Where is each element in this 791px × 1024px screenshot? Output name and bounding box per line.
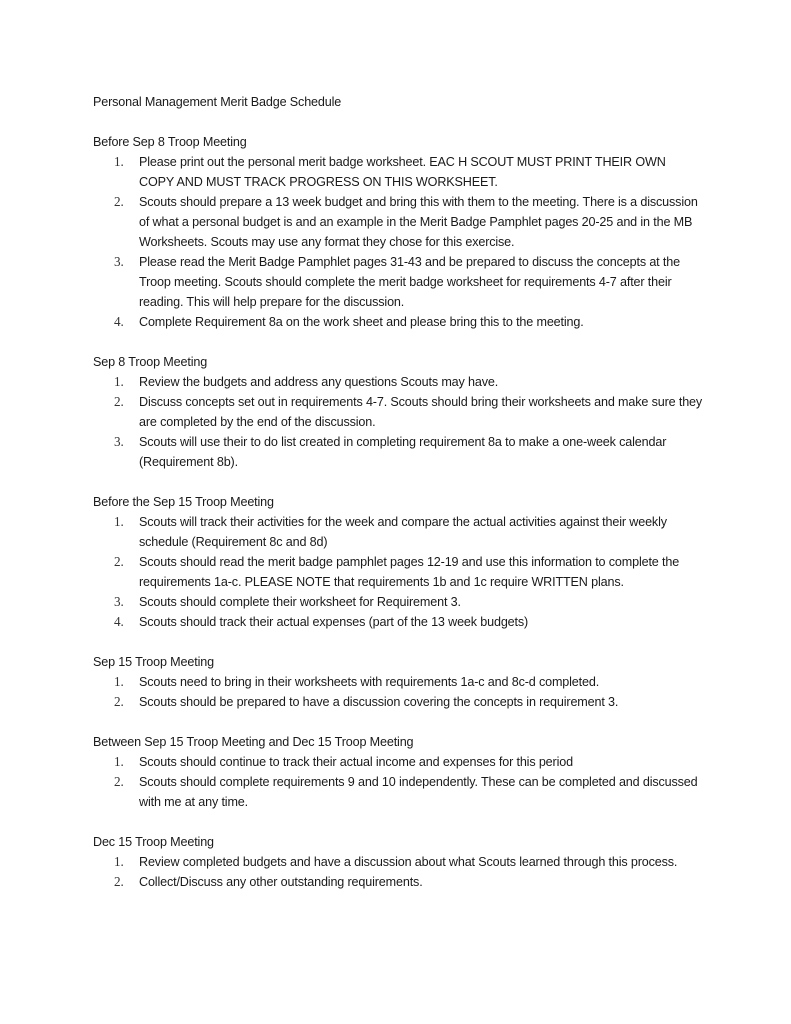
list-item-text: Scouts should read the merit badge pamphlet pages 12-19 and use this information to complete the requirements 1a-c. PLEASE NOTE that requirements 1b and 1c require WRITTEN plans. — [139, 555, 680, 589]
list-number: 1. — [114, 854, 124, 869]
list-item-text: Scouts will use their to do list created in completing requirement 8a to make a one-week calendar (Requirement 8b). — [139, 435, 667, 469]
list-item-text: Scouts need to bring in their worksheets with requirements 1a-c and 8c-d completed. — [139, 675, 600, 689]
list-number: 1. — [114, 154, 124, 169]
document-page — [93, 92, 703, 912]
list-number: 3. — [114, 594, 124, 609]
section-before-sep-8 — [93, 132, 703, 332]
list-number: 2. — [114, 774, 124, 789]
list-item-text: Scouts should complete requirements 9 and 10 independently. These can be completed and discussed with me at any time. — [139, 775, 698, 809]
list-number: 1. — [114, 514, 124, 529]
list-item-text: Scouts should continue to track their actual income and expenses for this period — [139, 755, 573, 769]
list-item — [93, 312, 703, 332]
list-number: 4. — [114, 614, 124, 629]
list-number: 1. — [114, 674, 124, 689]
numbered-list — [93, 372, 703, 472]
list-item — [93, 392, 703, 432]
list-item — [93, 772, 703, 812]
list-item — [93, 752, 703, 772]
section-sep-8 — [93, 352, 703, 472]
section-heading: Between Sep 15 Troop Meeting and Dec 15 Troop Meeting — [93, 735, 414, 749]
list-number: 1. — [114, 374, 124, 389]
list-item — [93, 192, 703, 252]
section-heading: Dec 15 Troop Meeting — [93, 835, 214, 849]
list-item-text: Scouts should prepare a 13 week budget and bring this with them to the meeting. There is a discussion of what a personal budget is and an example in the Merit Badge Pamphlet pages 20-25 and in the MB Worksheets. Scouts may use any format they chose for this exercise. — [139, 195, 698, 249]
list-number: 3. — [114, 434, 124, 449]
list-number: 2. — [114, 874, 124, 889]
section-sep-15 — [93, 652, 703, 712]
section-between-sep-15-dec-15 — [93, 732, 703, 812]
list-item-text: Complete Requirement 8a on the work sheet and please bring this to the meeting. — [139, 315, 584, 329]
numbered-list — [93, 512, 703, 632]
list-item — [93, 372, 703, 392]
numbered-list — [93, 672, 703, 712]
list-item-text: Scouts should complete their worksheet for Requirement 3. — [139, 595, 461, 609]
list-item — [93, 872, 703, 892]
numbered-list — [93, 852, 703, 892]
list-number: 1. — [114, 754, 124, 769]
list-number: 2. — [114, 694, 124, 709]
list-item — [93, 552, 703, 592]
list-item — [93, 252, 703, 312]
list-item — [93, 692, 703, 712]
list-number: 4. — [114, 314, 124, 329]
section-heading: Sep 8 Troop Meeting — [93, 355, 208, 369]
list-item — [93, 852, 703, 872]
list-number: 2. — [114, 194, 124, 209]
list-item — [93, 592, 703, 612]
list-item-text: Discuss concepts set out in requirements 4-7. Scouts should bring their worksheets and make sure they are completed by the end of the discussion. — [139, 395, 703, 429]
section-before-sep-15 — [93, 492, 703, 632]
section-dec-15 — [93, 832, 703, 892]
list-item — [93, 432, 703, 472]
list-item-text: Please read the Merit Badge Pamphlet pages 31-43 and be prepared to discuss the concepts at the Troop meeting. Scouts should complete the merit badge worksheet for requirements 4-7 after their reading. This will help prepare for the discussion. — [139, 255, 680, 309]
list-item-text: Scouts should be prepared to have a discussion covering the concepts in requirement 3. — [139, 695, 619, 709]
list-item-text: Scouts should track their actual expenses (part of the 13 week budgets) — [139, 615, 529, 629]
list-item-text: Review completed budgets and have a discussion about what Scouts learned through this process. — [139, 855, 678, 869]
section-heading: Before the Sep 15 Troop Meeting — [93, 495, 274, 509]
list-item-text: Scouts will track their activities for the week and compare the actual activities against their weekly schedule (Requirement 8c and 8d) — [139, 515, 667, 549]
list-item — [93, 512, 703, 552]
list-item — [93, 612, 703, 632]
section-heading: Sep 15 Troop Meeting — [93, 655, 214, 669]
section-heading: Before Sep 8 Troop Meeting — [93, 135, 247, 149]
list-item — [93, 152, 703, 192]
list-number: 2. — [114, 554, 124, 569]
numbered-list — [93, 752, 703, 812]
list-number: 3. — [114, 254, 124, 269]
list-number: 2. — [114, 394, 124, 409]
list-item-text: Collect/Discuss any other outstanding requirements. — [139, 875, 423, 889]
numbered-list — [93, 152, 703, 332]
list-item — [93, 672, 703, 692]
document-title: Personal Management Merit Badge Schedule — [93, 95, 342, 109]
list-item-text: Review the budgets and address any questions Scouts may have. — [139, 375, 499, 389]
list-item-text: Please print out the personal merit badge worksheet. EAC H SCOUT MUST PRINT THEIR OWN COPY AND MUST TRACK PROGRESS ON THIS WORKSHEET. — [139, 155, 666, 189]
